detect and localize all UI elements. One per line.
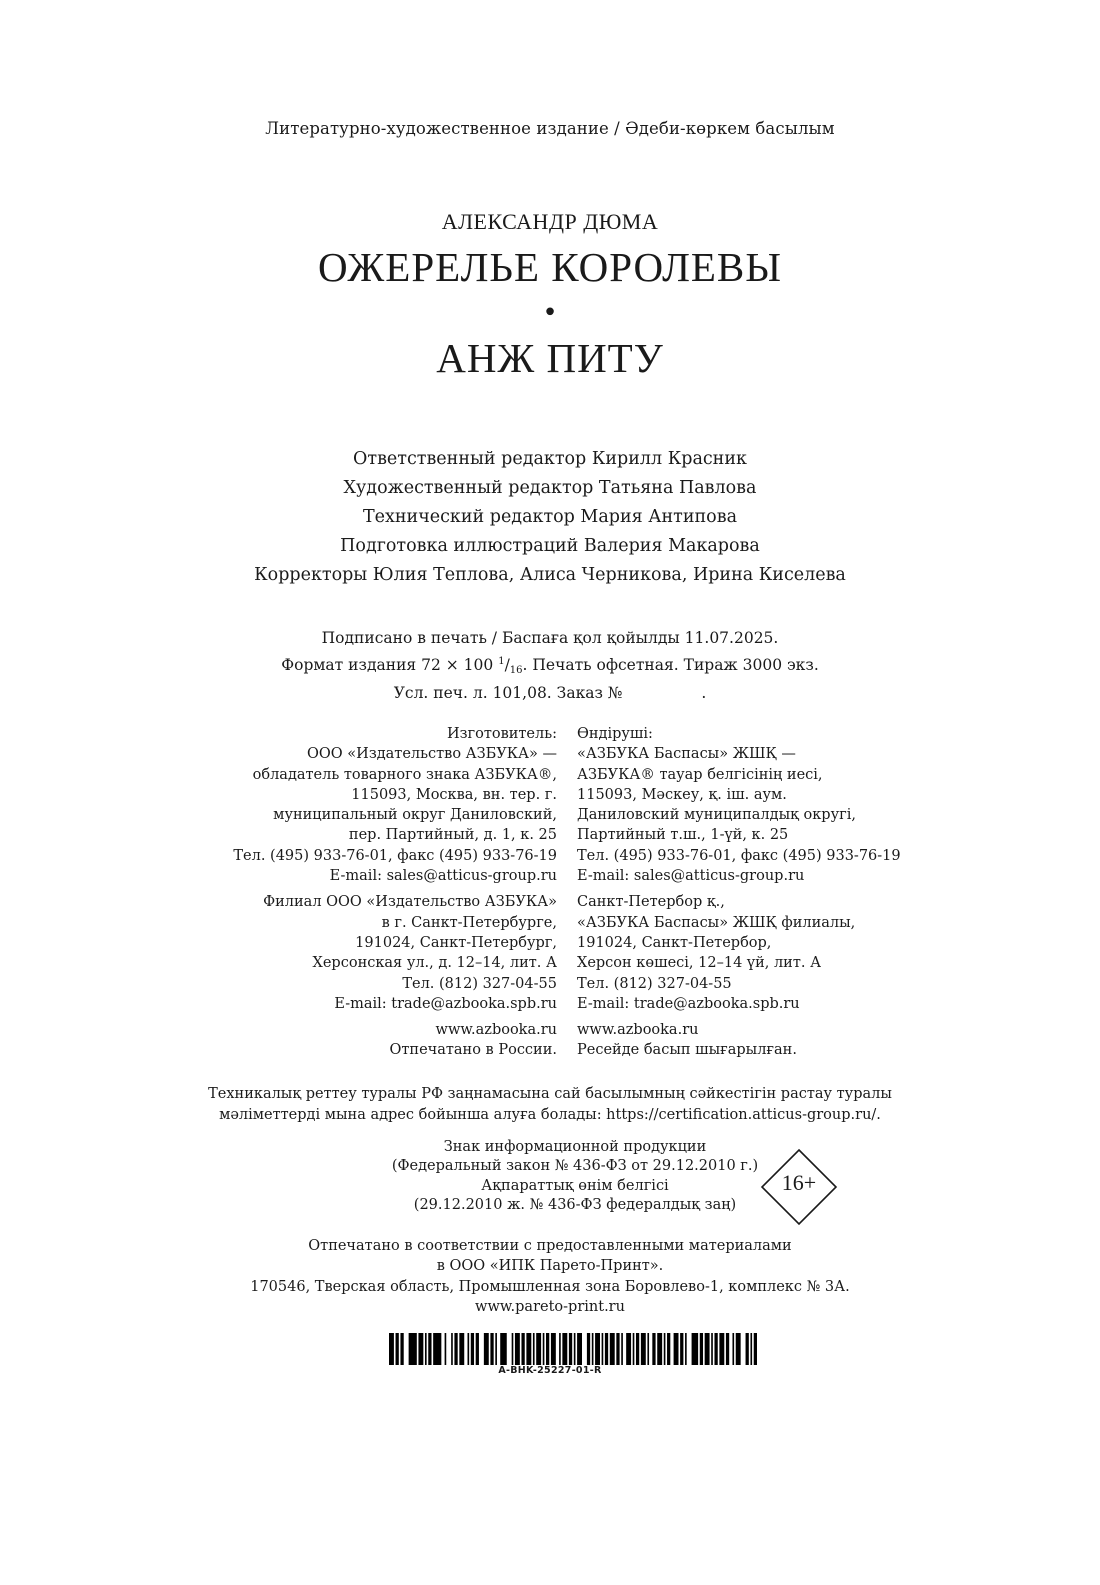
text-line: 170546, Тверская область, Промышленная зона Боровлево-1, комплекс № 3А. [250,1278,850,1295]
email-line: E-mail: trade@azbooka.spb.ru [577,995,800,1012]
genre-line: Литературно-художественное издание / Әдеби-көркем басылым [265,119,835,138]
age-rating-text [380,1138,770,1215]
order-line: Усл. печ. л. 101,08. Заказ № . [393,684,707,702]
editorial-credits [0,445,1100,590]
credit-line: Технический редактор Мария Антипова [362,507,738,527]
title-separator-bullet: • [542,298,558,328]
website-line: www.azbooka.ru [435,1022,557,1039]
manufacturer-kz-main [577,724,901,886]
text-line: АЗБУКА® тауар белгісінің иесі, [577,766,823,783]
text-line: Даниловский муниципалдық округі, [577,807,856,824]
text-line: 115093, Москва, вн. тер. г. [351,786,557,803]
text-line: 191024, Санкт-Петербор, [577,934,772,951]
text-line: (29.12.2010 ж. № 436-ФЗ федералдық заң) [413,1196,737,1213]
text-line: 191024, Санкт-Петербург, [355,934,557,951]
barcode-icon [389,1333,757,1365]
format-line [0,650,1100,682]
text-line: обладатель товарного знака АЗБУКА®, [252,766,557,783]
age-rating-label: 16+ [781,1170,817,1195]
format-prefix: Формат издания 72 × 100 [281,656,499,674]
manufacturer-kz-footer [577,1020,901,1061]
print-info [0,627,1100,705]
text-line: пер. Партийный, д. 1, к. 25 [348,827,557,844]
credit-line: Ответственный редактор Кирилл Красник [353,449,747,469]
text-line: Отпечатано в России. [389,1042,557,1059]
text-line: Тел. (812) 327-04-55 [577,975,732,992]
format-suffix: . Печать офсетная. Тираж 3000 экз. [522,656,819,674]
text-line: в г. Санкт-Петербурге, [381,914,557,931]
book-title-1: ОЖЕРЕЛЬЕ КОРОЛЕВЫ [317,244,783,290]
text-line: Тел. (495) 933-76-01, факс (495) 933-76-19 [577,847,901,864]
format-slash: / [504,656,510,674]
barcode-label: A-BHK-25227-01-R [498,1365,602,1376]
website-line: www.azbooka.ru [577,1022,699,1039]
text-line: Херсон көшесі, 12–14 үй, лит. А [577,955,822,972]
text-line: мәліметтерді мына адрес бойынша алуға болады: https://certification.atticus-group.ru/. [219,1106,881,1123]
text-line: муниципальный округ Даниловский, [273,807,557,824]
credit-line: Художественный редактор Татьяна Павлова [343,478,757,498]
format-denominator: 16 [509,665,523,676]
format-numerator: 1 [498,656,505,667]
manufacturer-ru-branch [233,892,557,1014]
email-line: E-mail: trade@azbooka.spb.ru [334,995,557,1012]
manufacturer-ru [233,724,557,1067]
author-name: АЛЕКСАНДР ДЮМА [441,209,659,234]
manufacturer-kz-branch [577,892,901,1014]
signed-to-print: Подписано в печать / Баспаға қол қойылды 11.07.2025. [321,629,779,647]
credit-line: Корректоры Юлия Теплова, Алиса Черникова, Ирина Киселева [254,565,846,585]
text-line: Знак информационной продукции [443,1139,707,1155]
manufacturer-kz [577,724,901,1067]
text-line: (Федеральный закон № 436-ФЗ от 29.12.2010 г.) [391,1158,759,1175]
manufacturer-ru-main [233,724,557,886]
text-line: «АЗБУКА Баспасы» ЖШҚ — [577,746,796,763]
book-title-2: АНЖ ПИТУ [436,335,664,381]
printer-info [0,1236,1100,1317]
credit-line: Подготовка иллюстраций Валерия Макарова [340,536,760,556]
text-line: Ресейде басып шығарылған. [577,1042,797,1059]
text-line: Херсонская ул., д. 12–14, лит. А [312,955,557,972]
text-line: в ООО «ИПК Парето-Принт». [436,1258,664,1275]
certification-note [0,1084,1100,1125]
text-line: 115093, Мәскеу, қ. іш. аум. [577,786,787,803]
text-line: Филиал ООО «Издательство АЗБУКА» [263,894,557,911]
text-line: Изготовитель: [446,726,557,742]
text-line: Техникалық реттеу туралы РФ заңнамасына сай басылымның сәйкестігін растау туралы [208,1086,892,1102]
text-line: ООО «Издательство АЗБУКА» — [307,746,557,763]
text-line: Партийный т.ш., 1-үй, к. 25 [577,827,789,844]
text-line: «АЗБУКА Баспасы» ЖШҚ филиалы, [577,914,856,931]
text-line: Тел. (495) 933-76-01, факс (495) 933-76-19 [233,847,557,864]
email-line: E-mail: sales@atticus-group.ru [577,868,805,885]
text-line: Ақпараттық өнім белгісі [481,1177,669,1194]
text-line: Тел. (812) 327-04-55 [402,975,557,992]
website-line: www.pareto-print.ru [475,1298,625,1315]
text-line: Санкт-Петербор қ., [577,894,725,911]
manufacturer-ru-footer [233,1020,557,1061]
text-line: Отпечатано в соответствии с предоставленными материалами [308,1238,792,1254]
age-rating-badge [760,1148,838,1226]
email-line: E-mail: sales@atticus-group.ru [329,868,557,885]
text-line: Өндіруші: [577,726,653,742]
